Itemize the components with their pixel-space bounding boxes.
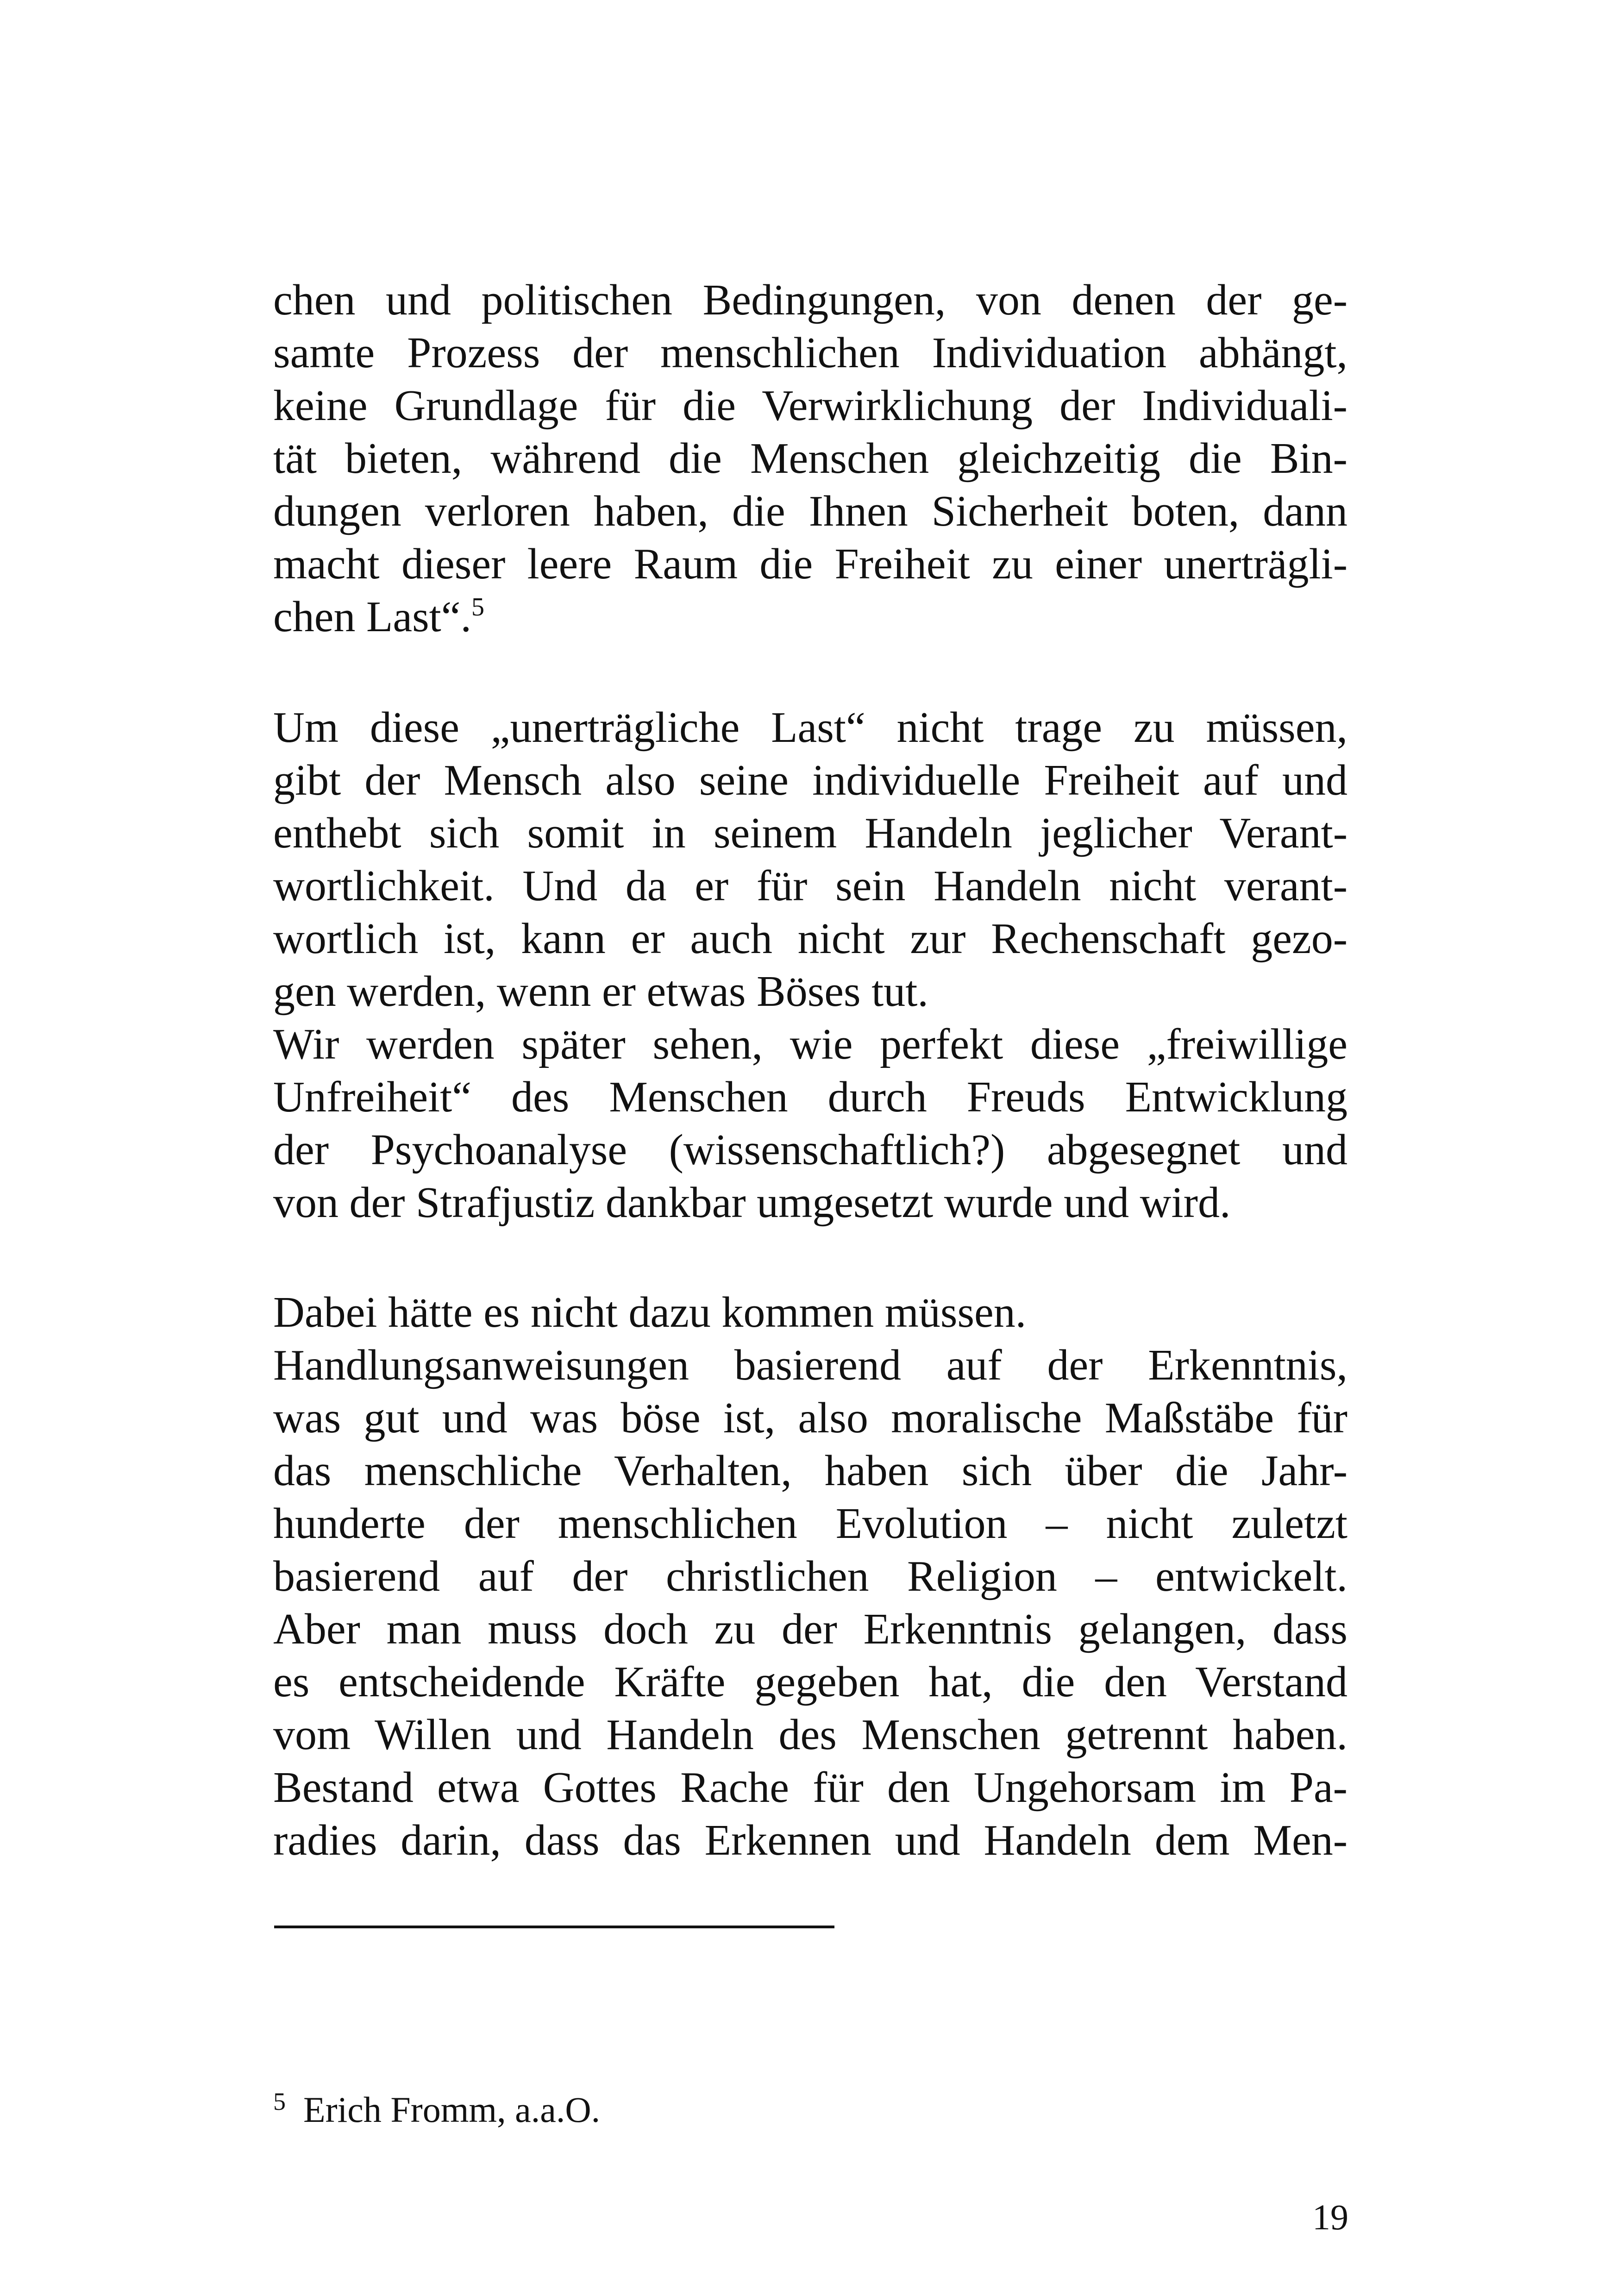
text-line: gibt der Mensch also seine individuelle Freiheit auf und <box>273 756 1348 804</box>
text-line: Bestand etwa Gottes Rache für den Ungehorsam im Pa- <box>273 1763 1348 1812</box>
text-line: das menschliche Verhalten, haben sich über die Jahr- <box>273 1447 1348 1495</box>
text-line: hunderte der menschlichen Evolution – nicht zuletzt <box>273 1499 1348 1548</box>
page-number: 19 <box>1312 2197 1348 2237</box>
text-line: samte Prozess der menschlichen Individuation abhängt, <box>273 329 1348 377</box>
text-line: basierend auf der christlichen Religion – entwickelt. <box>273 1552 1348 1600</box>
footnote-mark: 5 <box>273 2088 286 2115</box>
text-line-content: chen Last“. <box>273 593 472 641</box>
text-line: Dabei hätte es nicht dazu kommen müssen. <box>273 1288 1027 1336</box>
paragraph-1 <box>273 274 1348 643</box>
text-line-last <box>273 590 1348 643</box>
footnote-text: Erich Fromm, a.a.O. <box>303 2089 601 2130</box>
text-line: gen werden, wenn er etwas Böses tut. <box>273 967 928 1016</box>
footnote-reference[interactable]: 5 <box>471 593 485 621</box>
text-line: Wir werden später sehen, wie perfekt diese „freiwillige <box>273 1020 1348 1068</box>
text-line: enthebt sich somit in seinem Handeln jeglicher Verant- <box>273 809 1348 857</box>
text-line: was gut und was böse ist, also moralische Maßstäbe für <box>273 1394 1348 1442</box>
footnote <box>273 2088 600 2132</box>
text-line: wortlich ist, kann er auch nicht zur Rechenschaft gezo- <box>273 915 1348 963</box>
text-line: Handlungsanweisungen basierend auf der Erkenntnis, <box>273 1341 1348 1389</box>
text-line: macht dieser leere Raum die Freiheit zu einer unerträgli- <box>273 540 1348 588</box>
paragraph-3 <box>273 1286 1348 1867</box>
footnote-divider <box>274 1926 834 1928</box>
text-line: Unfreiheit“ des Menschen durch Freuds Entwicklung <box>273 1073 1348 1121</box>
text-line: dungen verloren haben, die Ihnen Sicherheit boten, dann <box>273 487 1348 535</box>
text-line: keine Grundlage für die Verwirklichung der Individuali- <box>273 382 1348 430</box>
text-line: der Psychoanalyse (wissenschaftlich?) abgesegnet und <box>273 1126 1348 1174</box>
text-line: von der Strafjustiz dankbar umgesetzt wurde und wird. <box>273 1179 1231 1227</box>
text-line: wortlichkeit. Und da er für sein Handeln nicht verant- <box>273 862 1348 910</box>
text-line: radies darin, dass das Erkennen und Handeln dem Men- <box>273 1816 1348 1864</box>
text-line: es entscheidende Kräfte gegeben hat, die den Verstand <box>273 1658 1348 1706</box>
text-line: vom Willen und Handeln des Menschen getrennt haben. <box>273 1711 1348 1759</box>
text-line: Aber man muss doch zu der Erkenntnis gelangen, dass <box>273 1605 1348 1653</box>
text-line: chen und politischen Bedingungen, von denen der ge- <box>273 276 1348 324</box>
paragraph-2 <box>273 701 1348 1229</box>
text-line: Um diese „unerträgliche Last“ nicht trage zu müssen, <box>273 703 1348 752</box>
text-line: tät bieten, während die Menschen gleichzeitig die Bin- <box>273 434 1348 483</box>
